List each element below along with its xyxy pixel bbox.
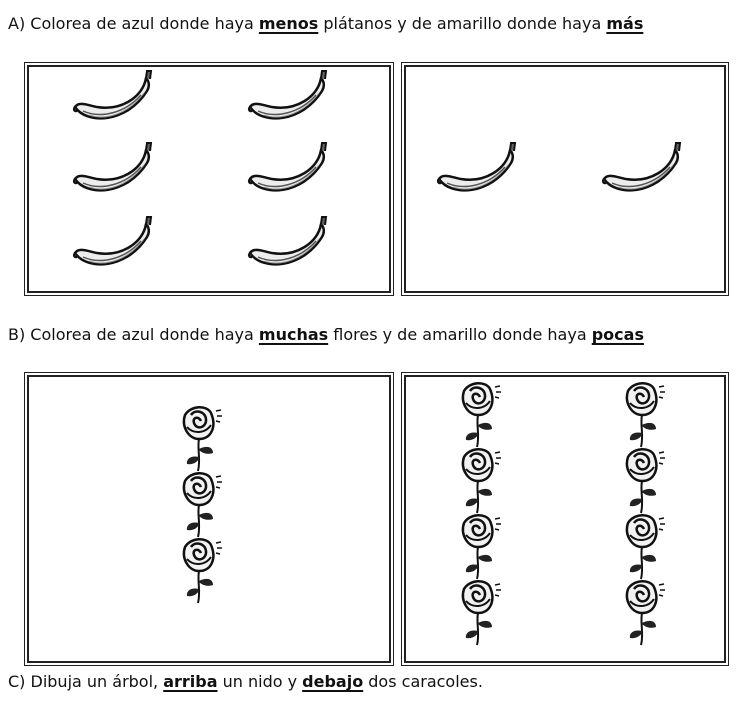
box-b-left[interactable] (27, 375, 391, 663)
instruction-c (8, 672, 483, 692)
instruction-a (8, 14, 643, 34)
keyword-muchas: muchas (258, 325, 329, 344)
instruction-a-prefix: A) Colorea de azul donde haya (8, 14, 259, 33)
rose-icon (618, 511, 668, 581)
keyword-arriba: arriba (163, 672, 218, 691)
banana-icon (242, 141, 332, 201)
instruction-c-prefix: C) Dibuja un árbol, (8, 672, 164, 691)
banana-icon (596, 141, 686, 201)
instruction-b (8, 325, 644, 345)
keyword-mas: más (606, 14, 644, 33)
banana-icon (67, 215, 157, 275)
instruction-a-middle: plátanos y de amarillo donde haya (318, 14, 607, 33)
keyword-pocas: pocas (591, 325, 644, 344)
instruction-c-middle: un nido y (217, 672, 303, 691)
rose-icon (618, 577, 668, 647)
rose-icon (175, 403, 225, 473)
rose-icon (454, 445, 504, 515)
rose-icon (175, 535, 225, 605)
box-a-right[interactable] (404, 65, 726, 293)
rose-icon (454, 511, 504, 581)
banana-icon (67, 69, 157, 129)
instruction-c-suffix: dos caracoles. (363, 672, 483, 691)
banana-icon (242, 69, 332, 129)
keyword-debajo: debajo (302, 672, 364, 691)
rose-icon (618, 445, 668, 515)
rose-icon (454, 379, 504, 449)
box-b-right[interactable] (404, 375, 726, 663)
rose-icon (454, 577, 504, 647)
instruction-b-prefix: B) Colorea de azul donde haya (8, 325, 259, 344)
box-a-left[interactable] (27, 65, 391, 293)
instruction-b-middle: flores y de amarillo donde haya (328, 325, 592, 344)
banana-icon (242, 215, 332, 275)
banana-icon (67, 141, 157, 201)
keyword-menos: menos (258, 14, 319, 33)
rose-icon (618, 379, 668, 449)
banana-icon (431, 141, 521, 201)
rose-icon (175, 469, 225, 539)
